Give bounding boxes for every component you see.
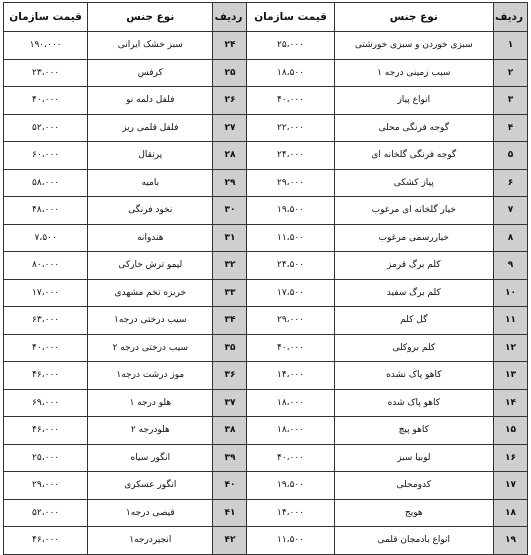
row-index-right: ۱۰ xyxy=(493,279,527,307)
row-index-left: ۳۶ xyxy=(213,362,247,390)
item-price-right: ۲۲،۰۰۰ xyxy=(247,114,334,142)
item-name-right: خیاررسمی مرغوب xyxy=(334,224,493,252)
table-row xyxy=(4,59,528,87)
item-price-right: ۱۹،۵۰۰ xyxy=(247,472,334,500)
row-index-right: ۵ xyxy=(493,142,527,170)
row-index-left: ۳۳ xyxy=(213,279,247,307)
item-name-right: سبزی خوردن و سبزی خورشتی xyxy=(334,32,493,60)
item-price-right: ۴۰،۰۰۰ xyxy=(247,334,334,362)
item-name-right: کلم برگ قرمز xyxy=(334,252,493,280)
table-row xyxy=(4,472,528,500)
item-price-left: ۵۲،۰۰۰ xyxy=(4,114,88,142)
item-price-right: ۱۸،۵۰۰ xyxy=(247,59,334,87)
row-index-right: ۲ xyxy=(493,59,527,87)
row-index-left: ۳۲ xyxy=(213,252,247,280)
table-row xyxy=(4,279,528,307)
item-name-left: انگور عسکری xyxy=(88,472,213,500)
item-name-left: قیصی درجه۱ xyxy=(88,499,213,527)
row-index-left: ۳۵ xyxy=(213,334,247,362)
row-index-left: ۲۶ xyxy=(213,87,247,115)
item-price-right: ۱۱،۵۰۰ xyxy=(247,224,334,252)
header-type-right: نوع جنس xyxy=(334,3,493,32)
item-price-right: ۲۹،۰۰۰ xyxy=(247,307,334,335)
item-price-right: ۲۴،۰۰۰ xyxy=(247,142,334,170)
table-row xyxy=(4,252,528,280)
row-index-right: ۱۲ xyxy=(493,334,527,362)
table-row xyxy=(4,334,528,362)
item-price-right: ۱۱،۵۰۰ xyxy=(247,527,334,555)
item-name-left: انگور سیاه xyxy=(88,444,213,472)
item-price-left: ۲۹،۰۰۰ xyxy=(4,472,88,500)
item-name-right: کاهو پاک نشده xyxy=(334,362,493,390)
item-name-left: لیمو ترش خارکی xyxy=(88,252,213,280)
row-index-right: ۱۷ xyxy=(493,472,527,500)
row-index-right: ۱۳ xyxy=(493,362,527,390)
item-name-left: سیب درختی درجه ۲ xyxy=(88,334,213,362)
item-price-left: ۴۸،۰۰۰ xyxy=(4,197,88,225)
item-price-left: ۵۸،۰۰۰ xyxy=(4,169,88,197)
item-price-left: ۲۳،۰۰۰ xyxy=(4,59,88,87)
row-index-right: ۹ xyxy=(493,252,527,280)
item-price-left: ۶۳،۰۰۰ xyxy=(4,307,88,335)
item-price-left: ۷،۵۰۰ xyxy=(4,224,88,252)
item-price-right: ۱۷،۵۰۰ xyxy=(247,279,334,307)
item-name-left: سیب درختی درجه۱ xyxy=(88,307,213,335)
row-index-left: ۲۵ xyxy=(213,59,247,87)
item-price-left: ۸۰،۰۰۰ xyxy=(4,252,88,280)
item-name-left: انجیردرجه۱ xyxy=(88,527,213,555)
item-name-left: بامیه xyxy=(88,169,213,197)
row-index-right: ۱۴ xyxy=(493,389,527,417)
item-price-left: ۲۵،۰۰۰ xyxy=(4,444,88,472)
row-index-right: ۱۸ xyxy=(493,499,527,527)
table-row xyxy=(4,197,528,225)
item-name-right: کلم برگ سفید xyxy=(334,279,493,307)
row-index-right: ۶ xyxy=(493,169,527,197)
item-name-right: سیب زمینی درجه ۱ xyxy=(334,59,493,87)
item-name-right: گوجه فرنگی محلی xyxy=(334,114,493,142)
item-price-right: ۲۴،۵۰۰ xyxy=(247,252,334,280)
row-index-right: ۱۵ xyxy=(493,417,527,445)
header-row xyxy=(4,3,528,32)
item-price-right: ۱۸،۰۰۰ xyxy=(247,389,334,417)
row-index-right: ۱۹ xyxy=(493,527,527,555)
table-row xyxy=(4,499,528,527)
item-price-right: ۱۹،۵۰۰ xyxy=(247,197,334,225)
item-price-right: ۱۴،۰۰۰ xyxy=(247,362,334,390)
item-name-right: گل کلم xyxy=(334,307,493,335)
table-row xyxy=(4,362,528,390)
item-price-left: ۴۶،۰۰۰ xyxy=(4,527,88,555)
item-name-right: کاهو پیچ xyxy=(334,417,493,445)
row-index-left: ۴۱ xyxy=(213,499,247,527)
table-row xyxy=(4,527,528,555)
item-name-left: هلودرجه ۲ xyxy=(88,417,213,445)
item-name-right: لوبیا سبز xyxy=(334,444,493,472)
item-price-left: ۴۰،۰۰۰ xyxy=(4,334,88,362)
item-price-right: ۱۴،۰۰۰ xyxy=(247,499,334,527)
item-name-left: کرفس xyxy=(88,59,213,87)
item-name-right: خیار گلخانه ای مرغوب xyxy=(334,197,493,225)
header-type-left: نوع جنس xyxy=(88,3,213,32)
item-price-left: ۱۹۰،۰۰۰ xyxy=(4,32,88,60)
item-name-right: کاهو پاک شده xyxy=(334,389,493,417)
table-row xyxy=(4,169,528,197)
item-price-left: ۴۰،۰۰۰ xyxy=(4,87,88,115)
item-price-right: ۴۰،۰۰۰ xyxy=(247,87,334,115)
item-price-right: ۲۹،۰۰۰ xyxy=(247,169,334,197)
item-name-left: هندوانه xyxy=(88,224,213,252)
row-index-right: ۴ xyxy=(493,114,527,142)
item-price-left: ۱۷،۰۰۰ xyxy=(4,279,88,307)
table-row xyxy=(4,444,528,472)
table-row xyxy=(4,389,528,417)
table-header xyxy=(4,3,528,32)
item-name-left: سبز خشک ایرانی xyxy=(88,32,213,60)
item-price-left: ۵۲،۰۰۰ xyxy=(4,499,88,527)
row-index-left: ۴۲ xyxy=(213,527,247,555)
item-name-right: کلم بروکلی xyxy=(334,334,493,362)
table-row xyxy=(4,87,528,115)
item-name-right: هویج xyxy=(334,499,493,527)
item-price-left: ۴۶،۰۰۰ xyxy=(4,417,88,445)
row-index-left: ۳۹ xyxy=(213,444,247,472)
item-name-left: نخود فرنگی xyxy=(88,197,213,225)
row-index-right: ۷ xyxy=(493,197,527,225)
table-row xyxy=(4,32,528,60)
row-index-right: ۳ xyxy=(493,87,527,115)
table-row xyxy=(4,114,528,142)
header-price-left: قیمت سازمان xyxy=(4,3,88,32)
item-name-right: گوجه فرنگی گلخانه ای xyxy=(334,142,493,170)
table-row xyxy=(4,142,528,170)
item-name-right: انواع پیاز xyxy=(334,87,493,115)
item-name-left: فلفل قلمی ریز xyxy=(88,114,213,142)
header-index-left: ردیف xyxy=(213,3,247,32)
row-index-left: ۳۴ xyxy=(213,307,247,335)
item-price-right: ۴۰،۰۰۰ xyxy=(247,444,334,472)
row-index-right: ۱۱ xyxy=(493,307,527,335)
row-index-left: ۲۹ xyxy=(213,169,247,197)
item-name-left: هلو درجه ۱ xyxy=(88,389,213,417)
item-price-left: ۶۹،۰۰۰ xyxy=(4,389,88,417)
row-index-right: ۱۶ xyxy=(493,444,527,472)
row-index-left: ۳۸ xyxy=(213,417,247,445)
item-price-right: ۲۵،۰۰۰ xyxy=(247,32,334,60)
table-row xyxy=(4,224,528,252)
item-price-left: ۴۶،۰۰۰ xyxy=(4,362,88,390)
table-row xyxy=(4,417,528,445)
row-index-left: ۳۰ xyxy=(213,197,247,225)
price-table xyxy=(3,2,528,555)
item-price-right: ۱۸،۰۰۰ xyxy=(247,417,334,445)
item-name-right: پیاز کشکی xyxy=(334,169,493,197)
item-name-right: کدومحلی xyxy=(334,472,493,500)
item-name-right: انواع بادمجان قلمی xyxy=(334,527,493,555)
item-name-left: فلفل دلمه نو xyxy=(88,87,213,115)
item-price-left: ۶۰،۰۰۰ xyxy=(4,142,88,170)
row-index-left: ۲۷ xyxy=(213,114,247,142)
row-index-left: ۲۴ xyxy=(213,32,247,60)
row-index-left: ۳۱ xyxy=(213,224,247,252)
row-index-left: ۲۸ xyxy=(213,142,247,170)
table-body xyxy=(4,32,528,555)
row-index-right: ۸ xyxy=(493,224,527,252)
row-index-right: ۱ xyxy=(493,32,527,60)
table-row xyxy=(4,307,528,335)
row-index-left: ۳۷ xyxy=(213,389,247,417)
row-index-left: ۴۰ xyxy=(213,472,247,500)
item-name-left: پرتقال xyxy=(88,142,213,170)
item-name-left: موز درشت درجه۱ xyxy=(88,362,213,390)
header-price-right: قیمت سازمان xyxy=(247,3,334,32)
header-index-right: ردیف xyxy=(493,3,527,32)
item-name-left: خربزه تخم مشهدی xyxy=(88,279,213,307)
